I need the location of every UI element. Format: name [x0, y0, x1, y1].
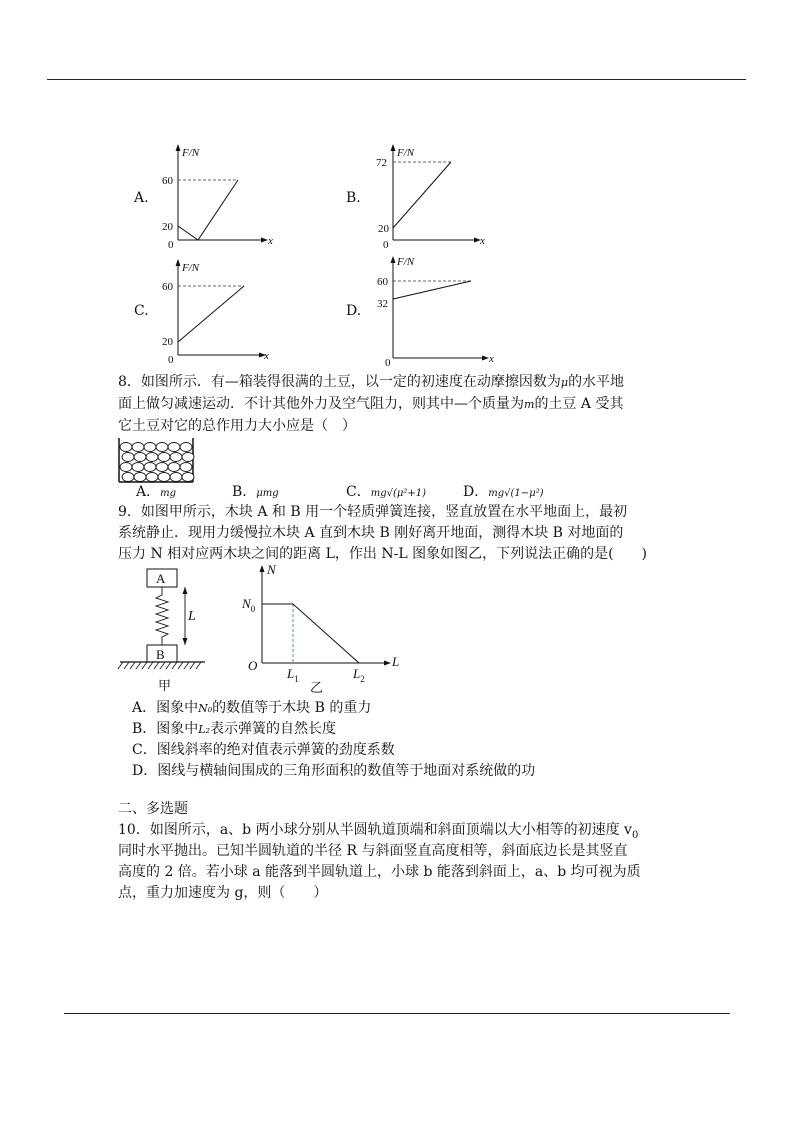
q10-line2: 同时水平抛出。已知半圆轨道的半径 R 与斜面竖直高度相等，斜面底边长是其竖直: [118, 843, 628, 859]
n-l-graph: [240, 560, 415, 700]
potato: [180, 463, 192, 472]
bottom-rule: [64, 1013, 730, 1014]
potato: [144, 443, 156, 452]
q10-line3: 高度的 2 倍。若小球 a 能落到半圆轨道上，小球 b 能落到斜面上，a、b 均可视为质: [118, 864, 641, 880]
graph-b-letter: B.: [346, 190, 361, 206]
graph-c-ylabel: F/N: [182, 262, 200, 274]
graph-c-ytop: 60: [162, 281, 173, 293]
q8-option-d[interactable]: D．mg√(1−μ²): [463, 484, 544, 500]
graph-d-ylow: 32: [377, 298, 388, 310]
q8-line3: 它土豆对它的总作用力大小应是（ ）: [118, 418, 356, 434]
q8-option-a[interactable]: A．mg: [136, 484, 177, 500]
spring: [156, 587, 168, 645]
ground-hatch: [130, 662, 135, 669]
potato: [156, 443, 168, 452]
potato: [122, 473, 134, 482]
potato: [182, 453, 194, 462]
ground-hatch: [190, 662, 195, 669]
ground-hatch: [118, 662, 123, 669]
block-b-label: B: [156, 647, 165, 662]
ground-hatch: [124, 662, 129, 669]
potato: [132, 443, 144, 452]
graph-a-origin: 0: [168, 239, 174, 251]
graph-c-origin: 0: [168, 354, 174, 366]
potato: [180, 443, 192, 452]
graph-d-ylabel: F/N: [397, 256, 415, 268]
graph-d-letter: D.: [346, 303, 362, 319]
graph-a-ylow: 20: [162, 221, 173, 233]
graph-a-ytop: 60: [162, 175, 173, 187]
graph-a-ylabel: F/N: [182, 147, 200, 159]
q8-line1: 8．如图所示．有—箱装得很满的土豆，以一定的初速度在动摩擦因数为μ的水平地: [118, 374, 625, 390]
potato: [168, 443, 180, 452]
q9-line3: 压力 N 相对应两木块之间的距离 L，作出 N-L 图象如图乙，下列说法正确的是( ): [118, 546, 647, 562]
potato: [158, 453, 170, 462]
potato: [170, 453, 182, 462]
q9-option-d[interactable]: D．图线与横轴间围成的三角形面积的数值等于地面对系统做的功: [132, 763, 536, 779]
ground-hatch: [172, 662, 177, 669]
section-title-multiple-choice: 二、多选题: [118, 801, 188, 817]
ground-hatch: [184, 662, 189, 669]
graph-d-origin: 0: [385, 357, 391, 369]
n-axis-label: N: [267, 562, 276, 577]
figure-b-caption: 乙: [310, 680, 324, 695]
q9-option-c[interactable]: C．图线斜率的绝对值表示弹簧的劲度系数: [132, 742, 395, 758]
graph-d: [375, 252, 505, 367]
ground-hatch: [160, 662, 165, 669]
potato: [120, 463, 132, 472]
l-axis-label: L: [392, 654, 400, 669]
figure-a-caption: 甲: [158, 678, 172, 693]
origin-label: O: [248, 658, 258, 673]
graph-d-ytop: 60: [377, 276, 388, 288]
q8-option-c[interactable]: C．mg√(μ²+1): [346, 484, 427, 500]
spring-blocks-figure: [115, 565, 215, 695]
potato-box-figure: [117, 436, 195, 484]
graph-b-ytop: 72: [376, 157, 387, 169]
potato: [144, 463, 156, 472]
graph-b: [375, 140, 495, 255]
l2-label: $L_2$: [353, 666, 365, 684]
ground-hatch: [166, 662, 171, 669]
potato: [182, 473, 194, 482]
n0-label: $N_0$: [242, 596, 256, 614]
l1-label: $L_1$: [287, 666, 299, 684]
graph-c: [160, 255, 280, 370]
potato: [168, 463, 180, 472]
graph-b-ylow: 20: [378, 223, 389, 235]
graph-c-ylow: 20: [162, 336, 173, 348]
potato: [122, 453, 134, 462]
graph-c-xlabel: x: [264, 350, 269, 362]
ground-hatch: [148, 662, 153, 669]
q9-line2: 系统静止．现用力缓慢拉木块 A 直到木块 B 刚好离开地面，测得木块 B 对地面的: [118, 525, 624, 541]
top-rule: [47, 79, 746, 80]
graph-d-xlabel: x: [489, 353, 494, 365]
ground-hatch: [196, 662, 201, 669]
potato: [132, 463, 144, 472]
q9-line1: 9．如图甲所示，木块 A 和 B 用一个轻质弹簧连接，竖直放置在水平地面上，最初: [118, 504, 628, 520]
potato: [120, 443, 132, 452]
potato: [156, 463, 168, 472]
q9-option-b[interactable]: B．图象中L₂表示弹簧的自然长度: [132, 721, 337, 737]
ground-hatch: [178, 662, 183, 669]
length-label: L: [188, 609, 196, 624]
graph-c-letter: C.: [134, 303, 149, 319]
block-a-label: A: [156, 571, 166, 586]
potato: [146, 453, 158, 462]
graph-a-letter: A.: [134, 190, 149, 206]
q10-line4: 点，重力加速度为 g，则（ ）: [118, 885, 328, 901]
potato: [134, 453, 146, 462]
q8-option-b[interactable]: B．μmg: [232, 484, 279, 500]
q10-line1: 10．如图所示，a、b 两小球分别从半圆轨道顶端和斜面顶端以大小相等的初速度 $v_0$: [118, 822, 639, 841]
graph-b-xlabel: x: [480, 235, 485, 247]
graph-a-xlabel: x: [268, 235, 273, 247]
ground-hatch: [136, 662, 141, 669]
graph-a: [160, 140, 280, 255]
graph-b-ylabel: F/N: [397, 147, 415, 159]
ground-hatch: [142, 662, 147, 669]
graph-b-origin: 0: [383, 239, 389, 251]
ground-hatch: [154, 662, 159, 669]
q9-option-a[interactable]: A．图象中N₀的数值等于木块 B 的重力: [132, 700, 372, 716]
q8-line2: 面上做匀减速运动．不计其他外力及空气阻力，则其中—个质量为m的土豆 A 受其: [118, 396, 624, 412]
